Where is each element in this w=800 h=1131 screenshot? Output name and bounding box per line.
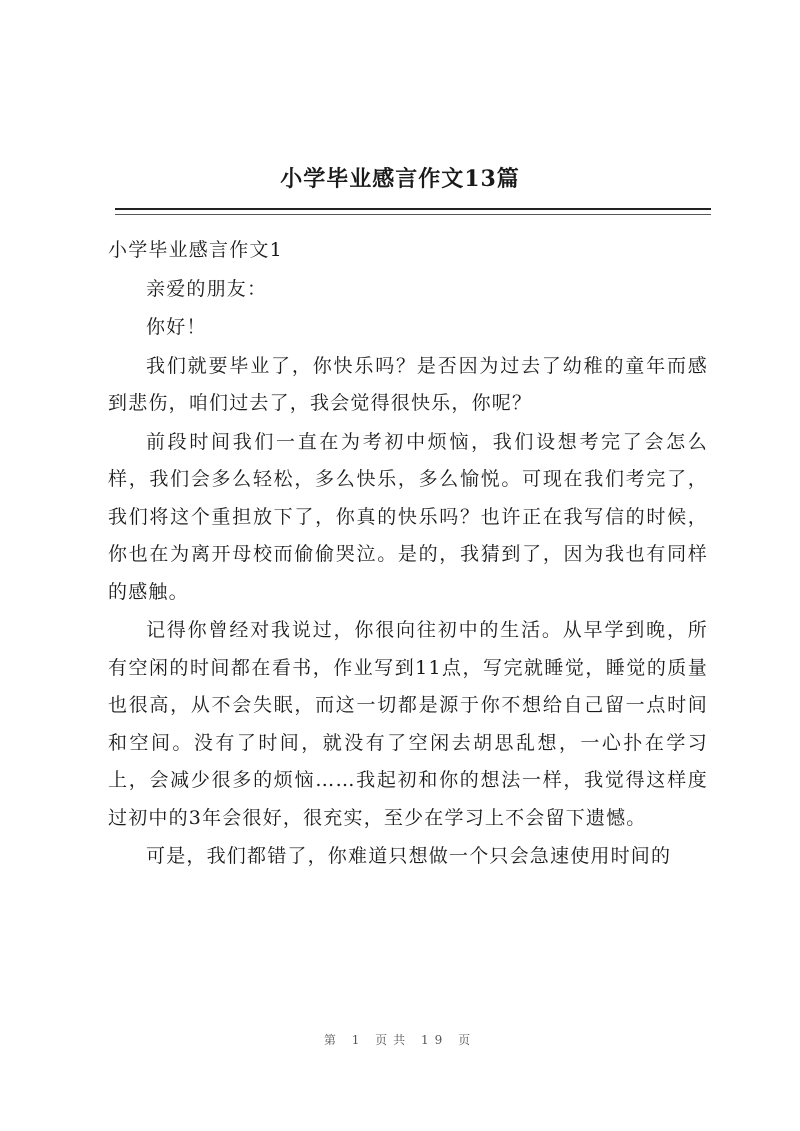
document-body [108, 232, 708, 877]
title-divider-thin [115, 214, 711, 215]
paragraph-greeting: 你好！ [146, 316, 207, 338]
paragraph: 前段时间我们一直在为考初中烦恼，我们设想考完了会怎么样，我们会多么轻松，多么快乐，多么愉悦。可现在我们考完了，我们将这个重担放下了，你真的快乐吗？也许正在我写信的时候，你也在为离开母校而偷偷哭泣。是的，我猜到了，因为我也有同样的感触。 [108, 430, 708, 603]
title-divider-thick [115, 208, 711, 210]
page-footer: 第 1 页共 19 页 [323, 1033, 477, 1047]
paragraph: 可是，我们都错了，你难道只想做一个只会急速使用时间的 [146, 845, 672, 867]
paragraph: 记得你曾经对我说过，你很向往初中的生活。从早学到晚，所有空闲的时间都在看书，作业写到11点，写完就睡觉，睡觉的质量也很高，从不会失眠，而这一切都是源于你不想给自己留一点时间和空间。没有了时间，就没有了空闲去胡思乱想，一心扑在学习上，会减少很多的烦恼……我起初和你的想法一样，我觉得这样度过初中的3年会很好，很充实，至少在学习上不会留下遗憾。 [108, 619, 708, 829]
section-heading: 小学毕业感言作文1 [108, 239, 283, 261]
paragraph-salutation: 亲爱的朋友： [146, 277, 268, 300]
document-title: 小学毕业感言作文13篇 [280, 166, 520, 192]
paragraph: 我们就要毕业了，你快乐吗？是否因为过去了幼稚的童年而感到悲伤，咱们过去了，我会觉得很快乐，你呢？ [108, 354, 708, 414]
